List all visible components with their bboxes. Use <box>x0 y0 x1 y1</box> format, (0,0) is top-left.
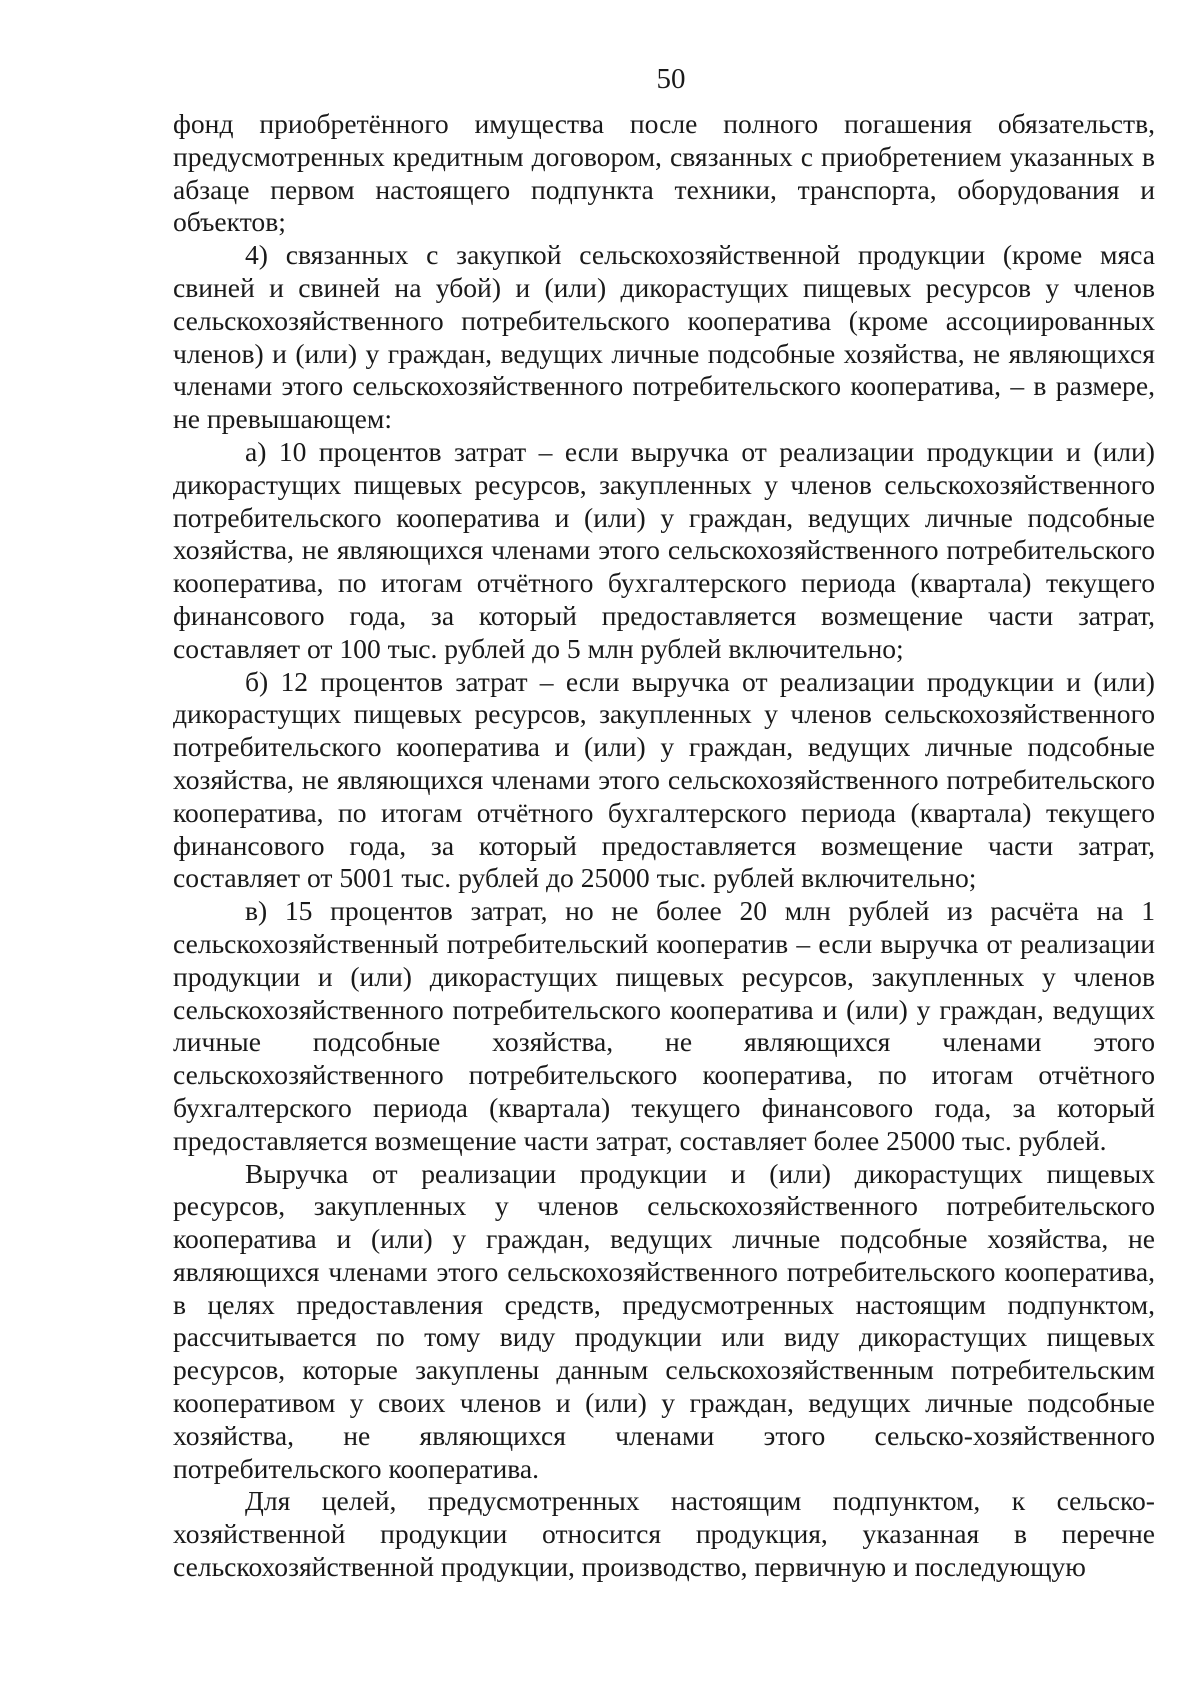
paragraph-subitem-v: в) 15 процентов затрат, но не более 20 млн рублей из расчёта на 1 сельскохозяйственный потребительский кооператив – если выручка от реализации продукции и (или) дикорастущих пищевых ресурсов, закупленных у членов сельскохозяйственного потребительского кооператива и (или) у граждан, ведущих личные подсобные хозяйства, не являющихся членами этого сельскохозяйственного потребительского кооператива, по итогам отчётного бухгалтерского периода (квартала) текущего финансового года, за который предоставляется возмещение части затрат, составляет более 25000 тыс. рублей. <box>173 895 1155 1156</box>
paragraph-subitem-a: а) 10 процентов затрат – если выручка от реализации продукции и (или) дикорастущих пищевых ресурсов, закупленных у членов сельскохозяйственного потребительского кооператива и (или) у граждан, ведущих личные подсобные хозяйства, не являющихся членами этого сельскохозяйственного потребительского кооператива, по итогам отчётного бухгалтерского периода (квартала) текущего финансового года, за который предоставляется возмещение части затрат, составляет от 100 тыс. рублей до 5 млн рублей включительно; <box>173 435 1155 664</box>
paragraph-subitem-b: б) 12 процентов затрат – если выручка от реализации продукции и (или) дикорастущих пищевых ресурсов, закупленных у членов сельскохозяйственного потребительского кооператива и (или) у граждан, ведущих личные подсобные хозяйства, не являющихся членами этого сельскохозяйственного потребительского кооператива, по итогам отчётного бухгалтерского периода (квартала) текущего финансового года, за который предоставляется возмещение части затрат, составляет от 5001 тыс. рублей до 25000 тыс. рублей включительно; <box>173 665 1155 894</box>
paragraph-item-4: 4) связанных с закупкой сельскохозяйственной продукции (кроме мяса свиней и свиней на убой) и (или) дикорастущих пищевых ресурсов у членов сельскохозяйственного потребительского кооператива (кроме ассоциированных членов) и (или) у граждан, ведущих личные подсобные хозяйства, не являющихся членами этого сельскохозяйственного потребительского кооператива, – в размере, не превышающем: <box>173 239 1155 435</box>
document-body <box>173 108 1155 1584</box>
page-number: 50 <box>656 63 686 95</box>
paragraph-revenue-calculation: Выручка от реализации продукции и (или) дикорастущих пищевых ресурсов, закупленных у членов сельскохозяйственного потребительского кооператива и (или) у граждан, ведущих личные подсобные хозяйства, не являющихся членами этого сельскохозяйственного потребительского кооператива, в целях предоставления средств, предусмотренных настоящим подпунктом, рассчитывается по тому виду продукции или виду дикорастущих пищевых ресурсов, которые закуплены данным сельскохозяйственным потребительским кооперативом у своих членов и (или) у граждан, ведущих личные подсобные хозяйства, не являющихся членами этого сельско-хозяйственного потребительского кооператива. <box>173 1157 1155 1484</box>
paragraph-product-definition: Для целей, предусмотренных настоящим подпунктом, к сельско-хозяйственной продукции относится продукция, указанная в перечне сельскохозяйственной продукции, производство, первичную и последующую <box>173 1485 1155 1583</box>
paragraph-continuation: фонд приобретённого имущества после полного погашения обязательств, предусмотренных кредитным договором, связанных с приобретением указанных в абзаце первом настоящего подпункта техники, транспорта, оборудования и объектов; <box>173 108 1155 238</box>
